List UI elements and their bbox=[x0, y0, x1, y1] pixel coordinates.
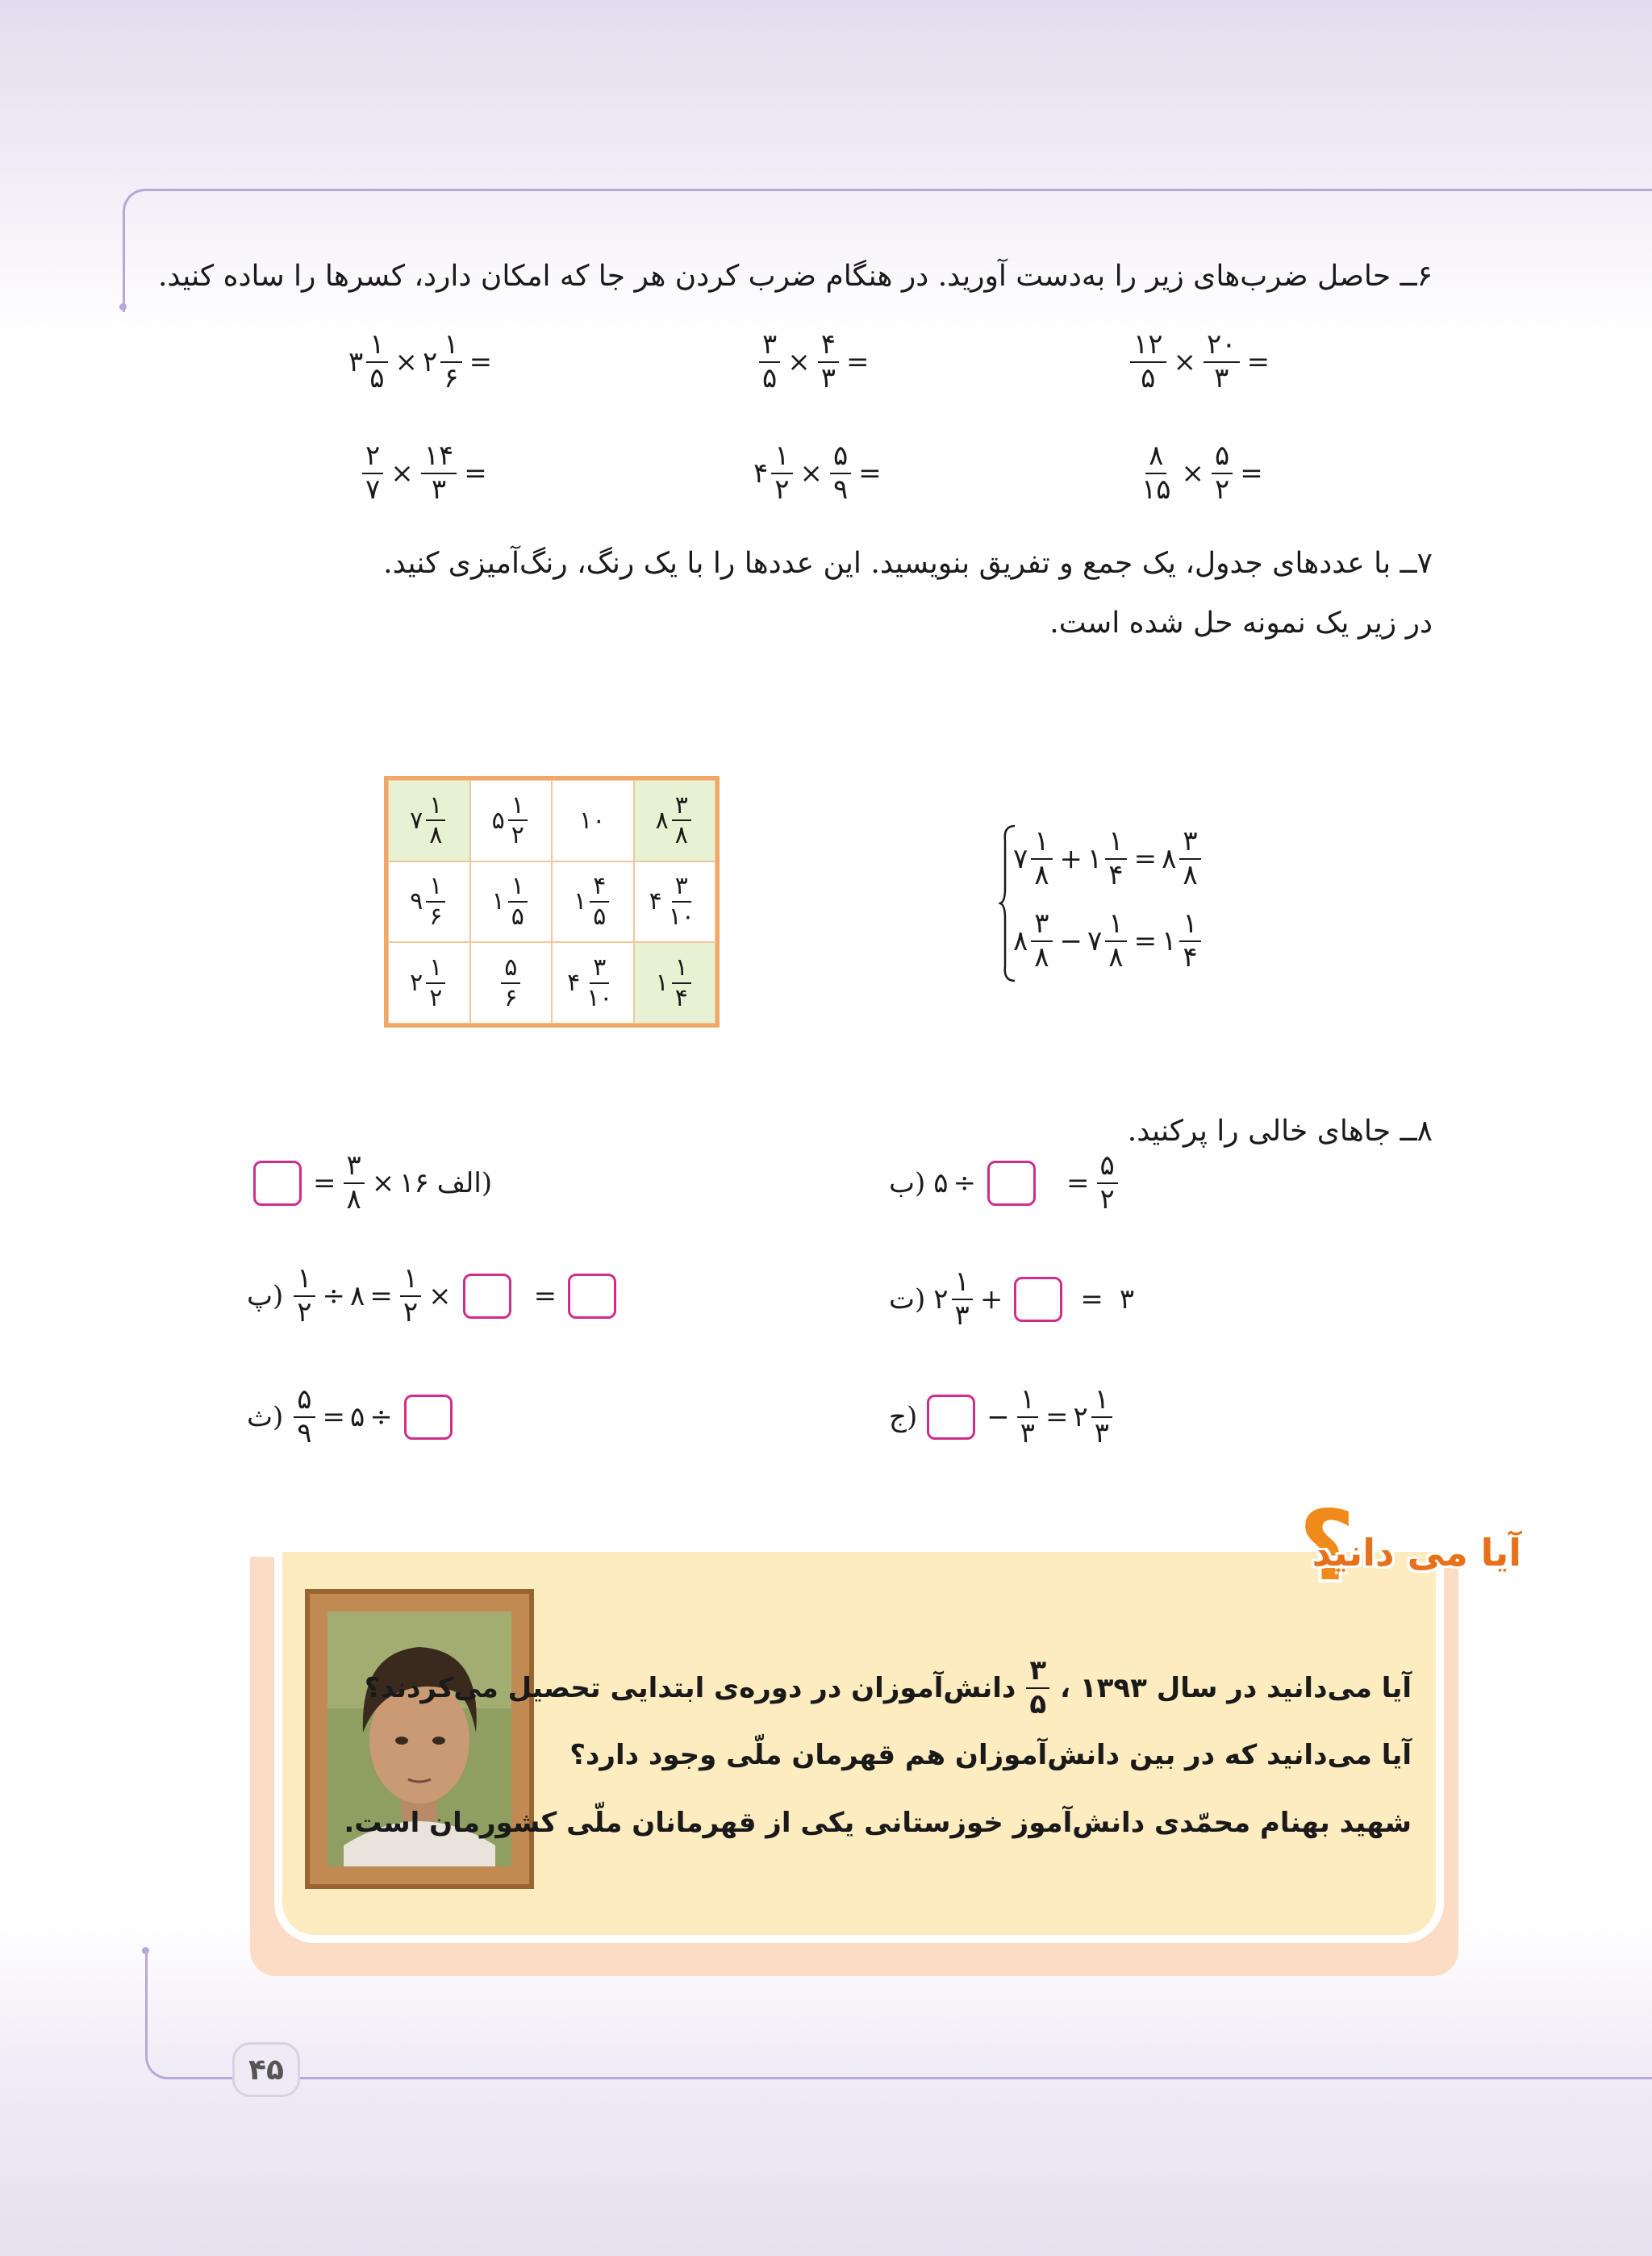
grid-cell[interactable]: ۱ $\frac{۱}{۵}$ bbox=[470, 861, 553, 943]
answer-box[interactable] bbox=[463, 1274, 511, 1319]
q6-row2-a: $\frac{۸}{۱۵}$ × $\frac{۵}{۲}$ = bbox=[1141, 440, 1263, 506]
q8-pe: پ) $\frac{۱}{۲}$ ÷ ۸ = $\frac{۱}{۲}$ × = bbox=[247, 1265, 623, 1327]
grid-cell[interactable]: ۴ $\frac{۳}{۱۰}$ bbox=[634, 861, 716, 943]
answer-box[interactable] bbox=[568, 1274, 616, 1319]
q8-alef: = $\frac{۳}{۸}$ × ۱۶ الف) bbox=[247, 1152, 492, 1214]
grid-cell[interactable]: ۱ $\frac{۴}{۵}$ bbox=[552, 861, 634, 943]
did-you-know-title: آیا می دانید bbox=[1312, 1531, 1521, 1574]
fact-line-2: آیا می‌دانید که در بین دانش‌آموزان هم قهرمان ملّی وجود دارد؟ bbox=[569, 1739, 1412, 1771]
grid-cell[interactable]: ۵ $\frac{۱}{۲}$ bbox=[470, 780, 553, 861]
q7-example-eq2: ۸ $\frac{۳}{۸}$ − ۷ $\frac{۱}{۸}$ = ۱ $\frac{۱}{۴}$ bbox=[1013, 910, 1204, 972]
grid-cell[interactable]: ۱۰ bbox=[552, 780, 634, 861]
q8-title: ۸ــ جاهای خالی را پرکنید. bbox=[1127, 1115, 1433, 1148]
q6-row1-c: ۳ $\frac{۱}{۵}$ × ۲ $\frac{۱}{۶}$ = bbox=[348, 328, 493, 394]
grid-cell[interactable]: ۱ $\frac{۱}{۴}$ bbox=[634, 942, 716, 1024]
answer-box[interactable] bbox=[1014, 1277, 1062, 1322]
q6-row2-c: $\frac{۲}{۷}$ × $\frac{۱۴}{۳}$ = bbox=[360, 442, 492, 504]
answer-box[interactable] bbox=[987, 1161, 1036, 1206]
frame-dot bbox=[142, 1947, 149, 1954]
grid-cell[interactable]: ۹ $\frac{۱}{۶}$ bbox=[388, 861, 470, 943]
q6-row2-b: ۴ $\frac{۱}{۲}$ × $\frac{۵}{۹}$ = bbox=[753, 440, 882, 506]
q7-example-eq1: ۷ $\frac{۱}{۸}$ + ۱ $\frac{۱}{۴}$ = ۸ $\frac{۳}{۸}$ bbox=[1013, 828, 1204, 890]
answer-box[interactable] bbox=[404, 1395, 453, 1440]
question-mark-icon: ؟ bbox=[1299, 1491, 1355, 1603]
grid-cell[interactable]: ۲ $\frac{۱}{۲}$ bbox=[388, 942, 470, 1024]
q7-subtitle: در زیر یک نمونه حل شده است. bbox=[1049, 607, 1433, 640]
q6-row1-b: $\frac{۳}{۵}$ × $\frac{۴}{۳}$ = bbox=[757, 331, 874, 393]
q8-be: ب) ۵ ÷ = $\frac{۵}{۲}$ bbox=[889, 1152, 1120, 1214]
page-frame-top bbox=[123, 189, 1652, 312]
grid-cell[interactable]: $\frac{۵}{۶}$ bbox=[470, 942, 553, 1024]
frame-dot bbox=[119, 303, 127, 311]
fact-line-1: آیا می‌دانید در سال ۱۳۹۳ ، $\frac{۳}{۵}$ دانش‌آموزان در دوره‌ی ابتدایی تحصیل می‌کردند؟ bbox=[364, 1654, 1412, 1720]
q8-jim: ج) − $\frac{۱}{۳}$ = ۲ $\frac{۱}{۳}$ bbox=[889, 1386, 1115, 1448]
fact-line-3: شهید بهنام محمّدی دانش‌آموز خوزستانی یکی از قهرمانان ملّی کشورمان است. bbox=[344, 1807, 1412, 1839]
q6-row1-a: $\frac{۱۲}{۵}$ × $\frac{۲۰}{۳}$ = bbox=[1128, 331, 1274, 393]
q7-title: ۷ــ با عددهای جدول، یک جمع و تفریق بنویسید. این عددها را با یک رنگ، رنگ‌آمیزی کنید. bbox=[383, 547, 1433, 580]
q8-te: ت) ۲ $\frac{۱}{۳}$ + = ۳ bbox=[889, 1266, 1135, 1332]
answer-box[interactable] bbox=[253, 1161, 302, 1206]
student-portrait-photo bbox=[305, 1589, 534, 1889]
q7-number-grid bbox=[384, 776, 720, 1028]
q8-se: ث) $\frac{۵}{۹}$ = ۵ ÷ bbox=[247, 1386, 459, 1448]
q6-title: ۶ــ حاصل ضرب‌های زیر را به‌دست آورید. در هنگام ضرب کردن هر جا که امکان دارد، کسرها را ساده کنید. bbox=[157, 260, 1433, 293]
grid-cell[interactable]: ۷ $\frac{۱}{۸}$ bbox=[388, 780, 470, 861]
grid-cell[interactable]: ۴ $\frac{۳}{۱۰}$ bbox=[552, 942, 634, 1024]
grid-cell[interactable]: ۸ $\frac{۳}{۸}$ bbox=[634, 780, 716, 861]
page-number: ۴۵ bbox=[232, 2042, 300, 2097]
answer-box[interactable] bbox=[927, 1395, 975, 1440]
